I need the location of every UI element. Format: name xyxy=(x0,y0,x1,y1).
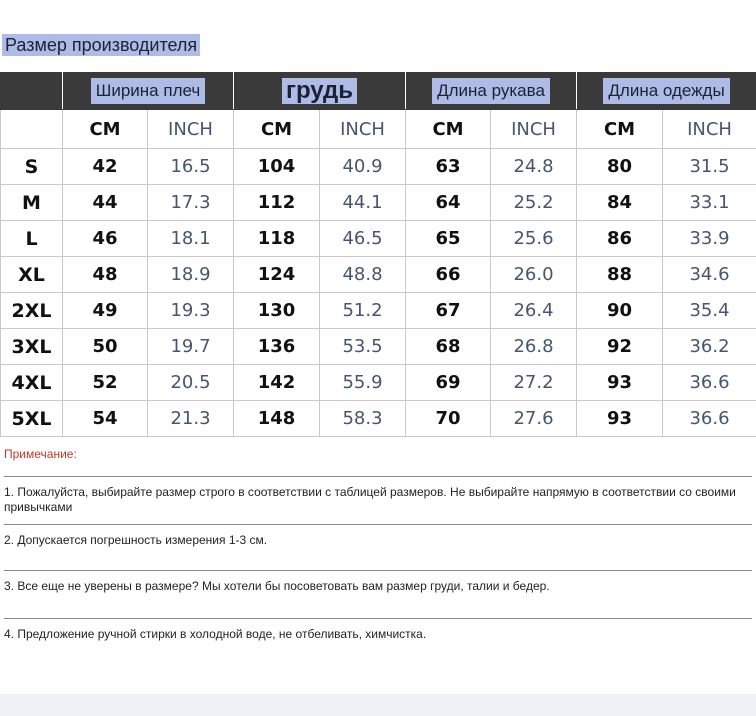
size-label: 5XL xyxy=(1,401,63,437)
shoulder-inch: 18.1 xyxy=(148,221,234,257)
unit-inch: INCH xyxy=(320,110,406,149)
shoulder-cm: 54 xyxy=(63,401,148,437)
chest-inch: 44.1 xyxy=(320,185,406,221)
length-inch: 31.5 xyxy=(663,149,756,185)
shoulder-cm: 52 xyxy=(63,365,148,401)
chest-inch: 48.8 xyxy=(320,257,406,293)
length-inch: 36.6 xyxy=(663,401,756,437)
shoulder-inch: 20.5 xyxy=(148,365,234,401)
chest-cm: 136 xyxy=(234,329,320,365)
shoulder-inch: 21.3 xyxy=(148,401,234,437)
sleeve-cm: 70 xyxy=(406,401,491,437)
sleeve-inch: 24.8 xyxy=(491,149,577,185)
chest-cm: 124 xyxy=(234,257,320,293)
header-label-chest: грудь xyxy=(282,78,357,104)
length-cm: 88 xyxy=(577,257,663,293)
notes-title: Примечание: xyxy=(4,447,77,461)
size-label: 3XL xyxy=(1,329,63,365)
shoulder-inch: 17.3 xyxy=(148,185,234,221)
sleeve-inch: 26.0 xyxy=(491,257,577,293)
sleeve-cm: 68 xyxy=(406,329,491,365)
size-label: XL xyxy=(1,257,63,293)
table-row xyxy=(1,329,756,365)
length-cm: 84 xyxy=(577,185,663,221)
chest-cm: 130 xyxy=(234,293,320,329)
chest-inch: 40.9 xyxy=(320,149,406,185)
unit-inch: INCH xyxy=(148,110,234,149)
shoulder-cm: 44 xyxy=(63,185,148,221)
chest-cm: 104 xyxy=(234,149,320,185)
sleeve-inch: 27.2 xyxy=(491,365,577,401)
size-label: 4XL xyxy=(1,365,63,401)
length-cm: 86 xyxy=(577,221,663,257)
shoulder-cm: 50 xyxy=(63,329,148,365)
size-label: M xyxy=(1,185,63,221)
chest-inch: 58.3 xyxy=(320,401,406,437)
chest-cm: 118 xyxy=(234,221,320,257)
chest-inch: 51.2 xyxy=(320,293,406,329)
note-item: 3. Все еще не уверены в размере? Мы хотели бы посоветовать вам размер груди, талии и бедер. xyxy=(4,570,752,594)
shoulder-inch: 19.7 xyxy=(148,329,234,365)
sleeve-cm: 67 xyxy=(406,293,491,329)
shoulder-cm: 42 xyxy=(63,149,148,185)
sleeve-cm: 64 xyxy=(406,185,491,221)
length-inch: 33.9 xyxy=(663,221,756,257)
header-sleeve-length xyxy=(406,73,577,110)
table-row xyxy=(1,185,756,221)
sleeve-inch: 27.6 xyxy=(491,401,577,437)
header-label-length: Длина одежды xyxy=(603,78,729,104)
sleeve-cm: 65 xyxy=(406,221,491,257)
column-group-header-row xyxy=(1,73,756,110)
table-row xyxy=(1,401,756,437)
chest-inch: 46.5 xyxy=(320,221,406,257)
length-cm: 90 xyxy=(577,293,663,329)
length-cm: 93 xyxy=(577,365,663,401)
chest-inch: 53.5 xyxy=(320,329,406,365)
shoulder-inch: 18.9 xyxy=(148,257,234,293)
shoulder-cm: 49 xyxy=(63,293,148,329)
chest-inch: 55.9 xyxy=(320,365,406,401)
header-label-shoulder: Ширина плеч xyxy=(91,78,205,104)
size-label: S xyxy=(1,149,63,185)
footer-band xyxy=(0,694,756,716)
unit-header-row xyxy=(1,110,756,149)
header-chest xyxy=(234,73,406,110)
sleeve-cm: 69 xyxy=(406,365,491,401)
header-corner xyxy=(1,73,63,110)
table-row xyxy=(1,221,756,257)
sleeve-cm: 66 xyxy=(406,257,491,293)
unit-corner xyxy=(1,110,63,149)
length-inch: 33.1 xyxy=(663,185,756,221)
shoulder-inch: 16.5 xyxy=(148,149,234,185)
chest-cm: 148 xyxy=(234,401,320,437)
chest-cm: 142 xyxy=(234,365,320,401)
length-cm: 93 xyxy=(577,401,663,437)
header-shoulder-width xyxy=(63,73,234,110)
note-item: 4. Предложение ручной стирки в холодной воде, не отбеливать, химчистка. xyxy=(4,618,752,642)
sleeve-inch: 25.6 xyxy=(491,221,577,257)
length-inch: 34.6 xyxy=(663,257,756,293)
unit-inch: INCH xyxy=(663,110,756,149)
table-row xyxy=(1,257,756,293)
note-item: 2. Допускается погрешность измерения 1-3 см. xyxy=(4,524,752,548)
size-label: L xyxy=(1,221,63,257)
header-garment-length xyxy=(577,73,756,110)
header-label-sleeve: Длина рукава xyxy=(432,78,550,104)
note-item: 1. Пожалуйста, выбирайте размер строго в соответствии с таблицей размеров. Не выбирайте напрямую в соответствии со своими привычками xyxy=(4,476,752,515)
length-inch: 36.2 xyxy=(663,329,756,365)
shoulder-inch: 19.3 xyxy=(148,293,234,329)
notes-section xyxy=(0,436,756,694)
unit-cm: CM xyxy=(63,110,148,149)
page-title: Размер производителя xyxy=(2,34,200,56)
size-chart-table xyxy=(0,72,756,437)
table-row xyxy=(1,149,756,185)
unit-inch: INCH xyxy=(491,110,577,149)
sleeve-inch: 25.2 xyxy=(491,185,577,221)
table-row xyxy=(1,365,756,401)
unit-cm: CM xyxy=(577,110,663,149)
shoulder-cm: 46 xyxy=(63,221,148,257)
sleeve-inch: 26.4 xyxy=(491,293,577,329)
sleeve-inch: 26.8 xyxy=(491,329,577,365)
length-inch: 35.4 xyxy=(663,293,756,329)
unit-cm: CM xyxy=(406,110,491,149)
unit-cm: CM xyxy=(234,110,320,149)
size-label: 2XL xyxy=(1,293,63,329)
chest-cm: 112 xyxy=(234,185,320,221)
length-cm: 80 xyxy=(577,149,663,185)
shoulder-cm: 48 xyxy=(63,257,148,293)
sleeve-cm: 63 xyxy=(406,149,491,185)
table-row xyxy=(1,293,756,329)
length-cm: 92 xyxy=(577,329,663,365)
length-inch: 36.6 xyxy=(663,365,756,401)
